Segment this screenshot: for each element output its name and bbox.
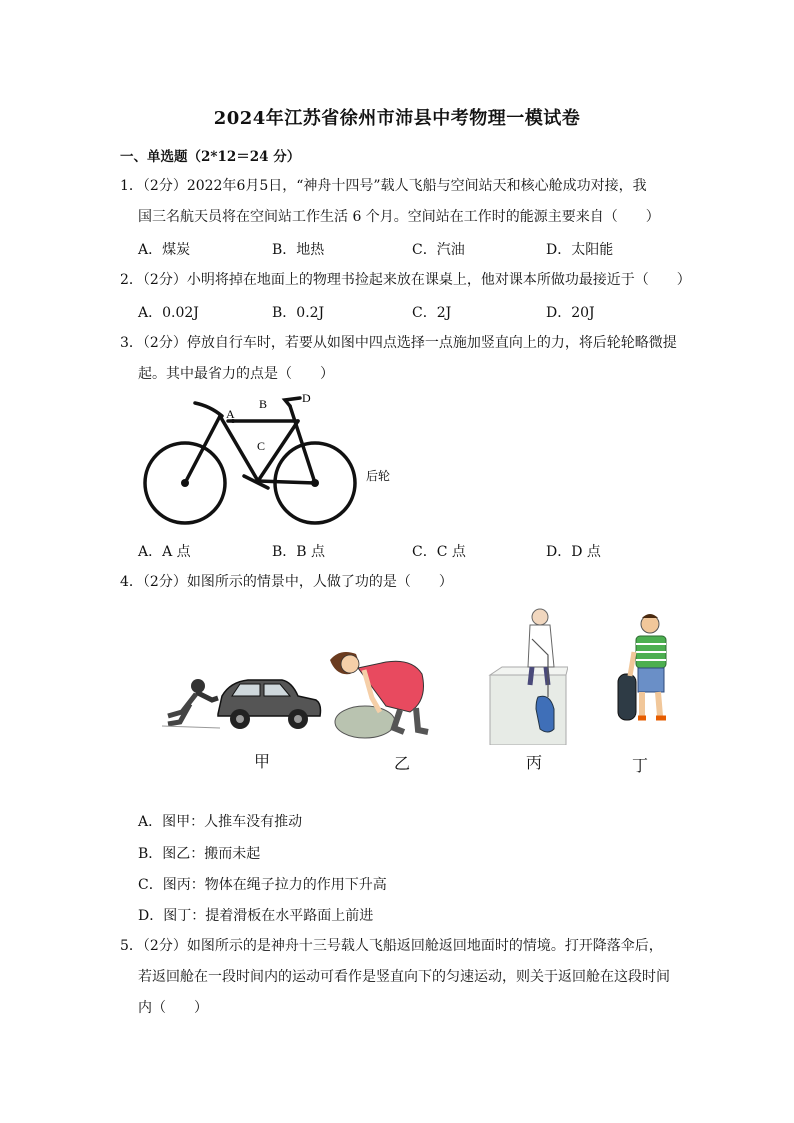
q3-option-b: B．B 点 (272, 544, 326, 560)
q2-option-c: C．2J (412, 305, 452, 321)
q1-option-b: B．地热 (272, 242, 325, 258)
figure-bing-lift-bag (488, 605, 568, 745)
q5-line-3: 内（ ） (138, 1000, 208, 1016)
rear-wheel-label: 后轮 (366, 469, 391, 483)
figure-caption-ding: 丁 (632, 756, 649, 775)
q3-option-d: D．D 点 (546, 544, 601, 560)
point-c-label: C (257, 439, 266, 453)
figure-caption-bing: 丙 (526, 753, 543, 772)
q2-option-a: A．0.02J (138, 305, 199, 321)
q5-line-1: 5．（2分）如图所示的是神舟十三号载人飞船返回舱返回地面时的情境。打开降落伞后， (120, 938, 663, 954)
q1-option-d: D．太阳能 (546, 242, 614, 258)
figure-caption-yi: 乙 (394, 754, 411, 773)
q4-option-a: A．图甲：人推车没有推动 (138, 814, 303, 830)
q2-line-1: 2．（2分）小明将掉在地面上的物理书捡起来放在课桌上，他对课本所做功最接近于（ ） (120, 272, 691, 288)
q4-option-c: C．图丙：物体在绳子拉力的作用下升高 (138, 877, 387, 893)
q3-option-c: C．C 点 (412, 544, 466, 560)
exam-title: 2024年江苏省徐州市沛县中考物理一模试卷 (213, 108, 581, 129)
q3-line-1: 3．（2分）停放自行车时，若要从如图中四点选择一点施加竖直向上的力，将后轮轮略微提 (120, 335, 677, 351)
figure-ding-carry-board (612, 612, 682, 742)
q1-option-a: A．煤炭 (138, 242, 191, 258)
q1-line-2: 国三名航天员将在空间站工作生活 6 个月。空间站在工作时的能源主要来自（ ） (138, 209, 660, 225)
figure-yi-lift-rock (320, 640, 435, 740)
q2-option-d: D．20J (546, 305, 595, 321)
point-a-label: A (226, 407, 235, 421)
section-heading: 一、单选题（2*12＝24 分） (120, 149, 301, 165)
figure-jia-push-car (160, 664, 325, 739)
q3-line-2: 起。其中最省力的点是（ ） (138, 366, 334, 382)
q5-line-2: 若返回舱在一段时间内的运动可看作是竖直向下的匀速运动，则关于返回舱在这段时间 (138, 969, 670, 985)
q4-option-d: D．图丁：提着滑板在水平路面上前进 (138, 908, 374, 924)
bicycle-figure (140, 388, 410, 533)
q3-option-a: A．A 点 (138, 544, 191, 560)
figure-caption-jia: 甲 (254, 752, 271, 771)
q4-line-1: 4．（2分）如图所示的情景中，人做了功的是（ ） (120, 574, 453, 590)
point-d-label: D (302, 391, 311, 405)
q1-line-1: 1．（2分）2022年6月5日，“神舟十四号”载人飞船与空间站天和核心舱成功对接，我 (120, 178, 647, 194)
q1-option-c: C．汽油 (412, 242, 465, 258)
q2-option-b: B．0.2J (272, 305, 325, 321)
q4-option-b: B．图乙：搬而未起 (138, 846, 261, 862)
point-b-label: B (259, 397, 268, 411)
